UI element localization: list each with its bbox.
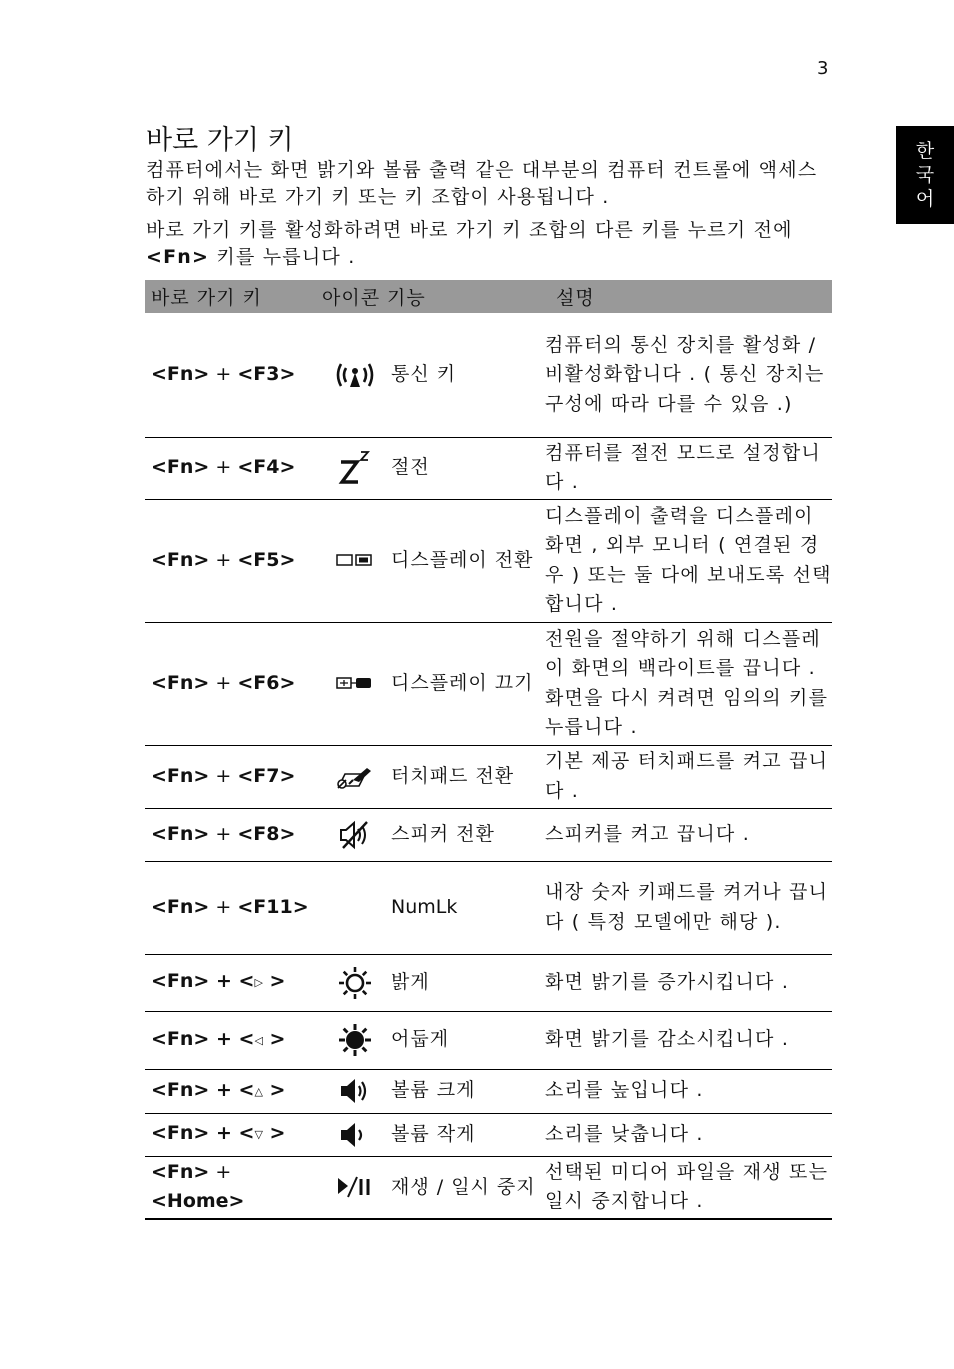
table-row (145, 499, 832, 622)
plus-sign: + < (209, 970, 255, 993)
function-cell: NumLk (387, 861, 540, 954)
hotkey-cell (145, 1011, 322, 1069)
description-cell: 화면 밝기를 감소시킵니다 . (540, 1011, 832, 1069)
plus-sign: + (209, 1160, 232, 1183)
fn-key: <Fn> (151, 671, 210, 694)
description-cell: 선택된 미디어 파일을 재생 또는 일시 중지합니다 . (540, 1156, 832, 1219)
icon-cell (322, 861, 387, 954)
description-cell: 소리를 낮춥니다 . (540, 1113, 832, 1156)
plus-sign: + < (209, 1122, 255, 1145)
language-tab-char: 국 (915, 164, 935, 186)
icon-cell (322, 808, 387, 861)
volume-up-icon (337, 1076, 373, 1106)
fn-key: <Fn> (151, 1160, 210, 1183)
hotkey-cell (145, 861, 322, 954)
plus-sign: + (209, 671, 238, 694)
table-row (145, 954, 832, 1011)
table-row (145, 313, 832, 437)
close-bracket: > (262, 1122, 286, 1145)
icon-cell (322, 954, 387, 1011)
plus-sign: + (209, 764, 238, 787)
icon-cell (322, 622, 387, 745)
description-cell: 컴퓨터의 통신 장치를 활성화 / 비활성화합니다 . ( 통신 장치는 구성에 따라 다를 수 있음 .) (540, 313, 832, 437)
icon-cell (322, 1011, 387, 1069)
brightness-down-icon (337, 1022, 373, 1058)
fn-key: <Fn> (151, 1027, 210, 1050)
plus-sign: + (209, 548, 238, 571)
table-row (145, 1069, 832, 1113)
plus-sign: + (209, 363, 238, 385)
instruction-text-end: 키를 누릅니다 . (209, 246, 356, 268)
fn-key: <Fn> (151, 1122, 210, 1145)
description-cell: 전원을 절약하기 위해 디스플레이 화면의 백라이트를 끕니다 . 화면을 다시 켜려면 임의의 키를 누릅니다 . (540, 622, 832, 745)
table-row (145, 1156, 832, 1219)
function-cell: 디스플레이 전환 (387, 499, 540, 622)
close-bracket: > (262, 1027, 286, 1050)
plus-sign: + (209, 895, 238, 918)
combo-key: <F11> (237, 895, 309, 918)
plus-sign: + (209, 822, 238, 845)
function-cell: 터치패드 전환 (387, 745, 540, 808)
volume-down-icon (337, 1120, 373, 1150)
language-tab (896, 126, 954, 224)
plus-sign: + < (209, 1078, 255, 1101)
fn-key: <Fn> (151, 822, 210, 845)
down-arrow-key: ▽ (254, 1128, 263, 1142)
play-pause-icon (335, 1174, 375, 1200)
combo-key: <F3> (237, 363, 296, 385)
table-row (145, 1011, 832, 1069)
display-switch-icon (335, 552, 375, 568)
section-title: 바로 가기 키 (146, 125, 294, 156)
left-arrow-key: ◁ (254, 1033, 263, 1047)
hotkey-cell (145, 622, 322, 745)
up-arrow-key: △ (254, 1084, 263, 1098)
header-hotkey: 바로 가기 키 (145, 280, 322, 313)
instruction-paragraph (146, 217, 836, 271)
touchpad-toggle-icon (335, 762, 375, 790)
hotkey-cell (145, 437, 322, 499)
table-header-row (145, 280, 832, 313)
plus-sign: + (209, 456, 238, 479)
combo-key: <F4> (237, 456, 296, 479)
fn-key: <Fn> (151, 548, 210, 571)
header-icon: 아이콘 (322, 280, 387, 313)
wireless-icon (335, 361, 375, 389)
table-row (145, 622, 832, 745)
plus-sign: + < (209, 1027, 255, 1050)
combo-key: <F8> (237, 822, 296, 845)
icon-cell (322, 437, 387, 499)
hotkey-cell (145, 499, 322, 622)
table-row (145, 808, 832, 861)
function-cell: 절전 (387, 437, 540, 499)
language-tab-char: 한 (915, 140, 935, 162)
header-description: 설명 (540, 280, 832, 313)
fn-key: <Fn> (151, 1078, 210, 1101)
fn-key: <Fn> (151, 363, 210, 385)
description-cell: 소리를 높입니다 . (540, 1069, 832, 1113)
hotkey-cell (145, 1156, 322, 1219)
function-cell: 재생 / 일시 중지 (387, 1156, 540, 1219)
header-function: 기능 (387, 280, 540, 313)
table-row (145, 861, 832, 954)
fn-key: <Fn> (151, 895, 210, 918)
fn-key-label: <Fn> (146, 246, 210, 268)
brightness-up-icon (337, 965, 373, 1001)
icon-cell (322, 1069, 387, 1113)
intro-paragraph: 컴퓨터에서는 화면 밝기와 볼륨 출력 같은 대부분의 컴퓨터 컨트롤에 액세스하기 위해 바로 가기 키 또는 키 조합이 사용됩니다 . (146, 159, 818, 208)
function-cell: 밝게 (387, 954, 540, 1011)
icon-cell (322, 499, 387, 622)
table-row (145, 437, 832, 499)
function-cell: 통신 키 (387, 313, 540, 437)
combo-key: <F5> (237, 548, 296, 571)
language-tab-char: 어 (915, 188, 935, 210)
function-cell: 디스플레이 끄기 (387, 622, 540, 745)
fn-key: <Fn> (151, 970, 210, 993)
description-cell: 컴퓨터를 절전 모드로 설정합니다 . (540, 437, 832, 499)
function-cell: 스피커 전환 (387, 808, 540, 861)
combo-key: <Home> (151, 1190, 245, 1213)
combo-key: <F7> (237, 764, 296, 787)
table-row (145, 745, 832, 808)
description-cell: 화면 밝기를 증가시킵니다 . (540, 954, 832, 1011)
hotkey-cell (145, 1069, 322, 1113)
close-bracket: > (262, 970, 286, 993)
right-arrow-key: ▷ (254, 976, 263, 990)
icon-cell (322, 313, 387, 437)
fn-key: <Fn> (151, 764, 210, 787)
description-cell: 내장 숫자 키패드를 켜거나 끕니다 ( 특정 모델에만 해당 ). (540, 861, 832, 954)
description-cell: 디스플레이 출력을 디스플레이 화면 , 외부 모니터 ( 연결된 경우 ) 또는 둘 다에 보내도록 선택합니다 . (540, 499, 832, 622)
combo-key: <F6> (237, 671, 296, 694)
speaker-mute-icon (337, 820, 373, 850)
close-bracket: > (262, 1078, 286, 1101)
page-number: 3 (817, 58, 829, 79)
display-off-icon (335, 675, 375, 691)
hotkey-cell (145, 808, 322, 861)
hotkey-table (145, 280, 832, 1220)
hotkey-cell (145, 954, 322, 1011)
icon-cell (322, 745, 387, 808)
function-cell: 볼륨 작게 (387, 1113, 540, 1156)
description-cell: 기본 제공 터치패드를 켜고 끕니다 . (540, 745, 832, 808)
hotkey-cell (145, 313, 322, 437)
icon-cell (322, 1113, 387, 1156)
icon-cell (322, 1156, 387, 1219)
sleep-icon (337, 450, 373, 486)
description-cell: 스피커를 켜고 끕니다 . (540, 808, 832, 861)
hotkey-cell (145, 745, 322, 808)
function-cell: 볼륨 크게 (387, 1069, 540, 1113)
instruction-text: 바로 가기 키를 활성화하려면 바로 가기 키 조합의 다른 키를 누르기 전에 (146, 219, 793, 241)
function-cell: 어둡게 (387, 1011, 540, 1069)
fn-key: <Fn> (151, 456, 210, 479)
table-row (145, 1113, 832, 1156)
hotkey-cell (145, 1113, 322, 1156)
